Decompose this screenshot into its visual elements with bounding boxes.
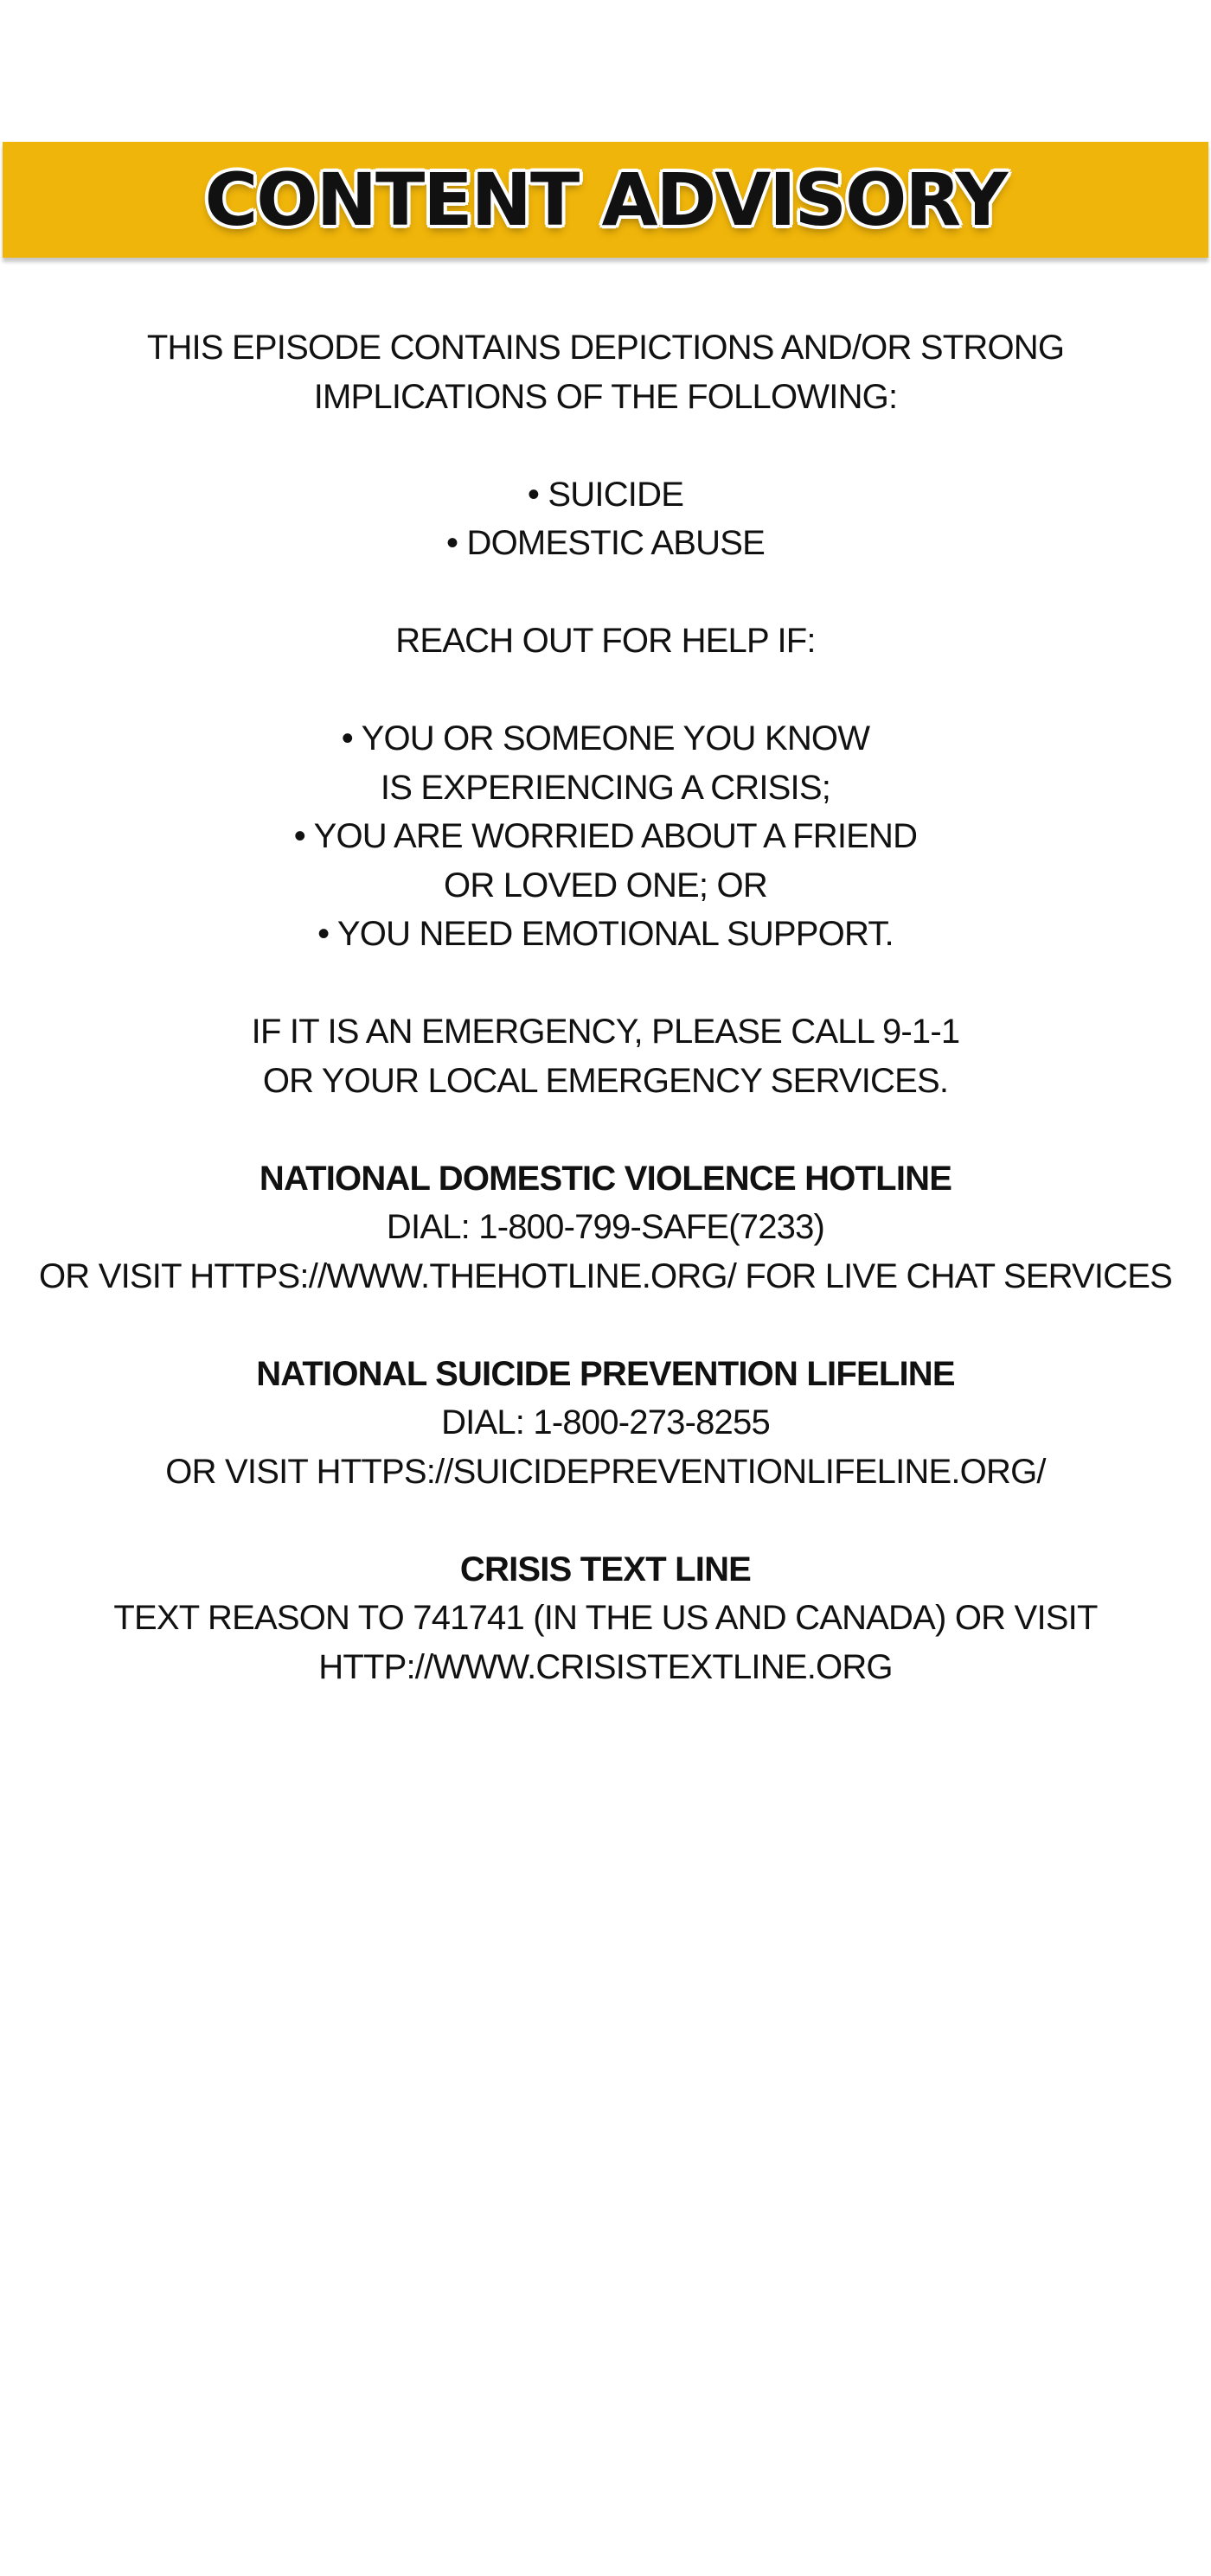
reach-out-item: OR LOVED ONE; OR	[444, 866, 767, 904]
emergency-line: OR YOUR LOCAL EMERGENCY SERVICES.	[262, 1061, 949, 1100]
reach-out-item: • YOU OR SOMEONE YOU KNOW	[341, 719, 870, 757]
resource-website: OR VISIT HTTPS://WWW.THEHOTLINE.ORG/ FOR LIVE CHAT SERVICES	[38, 1256, 1172, 1295]
resource-website: HTTP://WWW.CRISISTEXTLINE.ORG	[318, 1647, 893, 1686]
reach-out-item: IS EXPERIENCING A CRISIS;	[380, 768, 831, 807]
resource-website: OR VISIT HTTPS://SUICIDEPREVENTIONLIFELINE.ORG/	[165, 1452, 1046, 1491]
resource-name-crisis-text-line: CRISIS TEXT LINE	[459, 1550, 752, 1588]
advisory-content	[0, 323, 1211, 1691]
spacer	[0, 568, 1211, 617]
topic-item-suicide: • SUICIDE	[527, 475, 684, 514]
reach-out-item: • YOU ARE WORRIED ABOUT A FRIEND	[293, 817, 918, 855]
content-advisory-banner	[3, 142, 1208, 258]
intro-line: THIS EPISODE CONTAINS DEPICTIONS AND/OR STRONG	[146, 329, 1065, 367]
reach-out-heading: REACH OUT FOR HELP IF:	[395, 622, 816, 660]
intro-line: IMPLICATIONS OF THE FOLLOWING:	[313, 377, 898, 416]
resource-text-instructions: TEXT REASON TO 741741 (IN THE US AND CANADA) OR VISIT	[113, 1599, 1098, 1637]
spacer	[0, 421, 1211, 470]
resource-name-suicide-prevention-lifeline: NATIONAL SUICIDE PREVENTION LIFELINE	[256, 1354, 955, 1393]
banner-title: CONTENT ADVISORY	[204, 157, 1007, 242]
spacer	[0, 666, 1211, 715]
spacer	[0, 1496, 1211, 1545]
spacer	[0, 1301, 1211, 1350]
resource-name-domestic-violence-hotline: NATIONAL DOMESTIC VIOLENCE HOTLINE	[259, 1159, 952, 1198]
topic-item-domestic-abuse: • DOMESTIC ABUSE	[446, 524, 765, 562]
spacer	[0, 959, 1211, 1008]
reach-out-item: • YOU NEED EMOTIONAL SUPPORT.	[317, 915, 894, 953]
emergency-line: IF IT IS AN EMERGENCY, PLEASE CALL 9-1-1	[251, 1013, 960, 1051]
resource-phone: DIAL: 1-800-799-SAFE(7233)	[386, 1208, 825, 1246]
resource-phone: DIAL: 1-800-273-8255	[441, 1403, 770, 1441]
spacer	[0, 1105, 1211, 1154]
